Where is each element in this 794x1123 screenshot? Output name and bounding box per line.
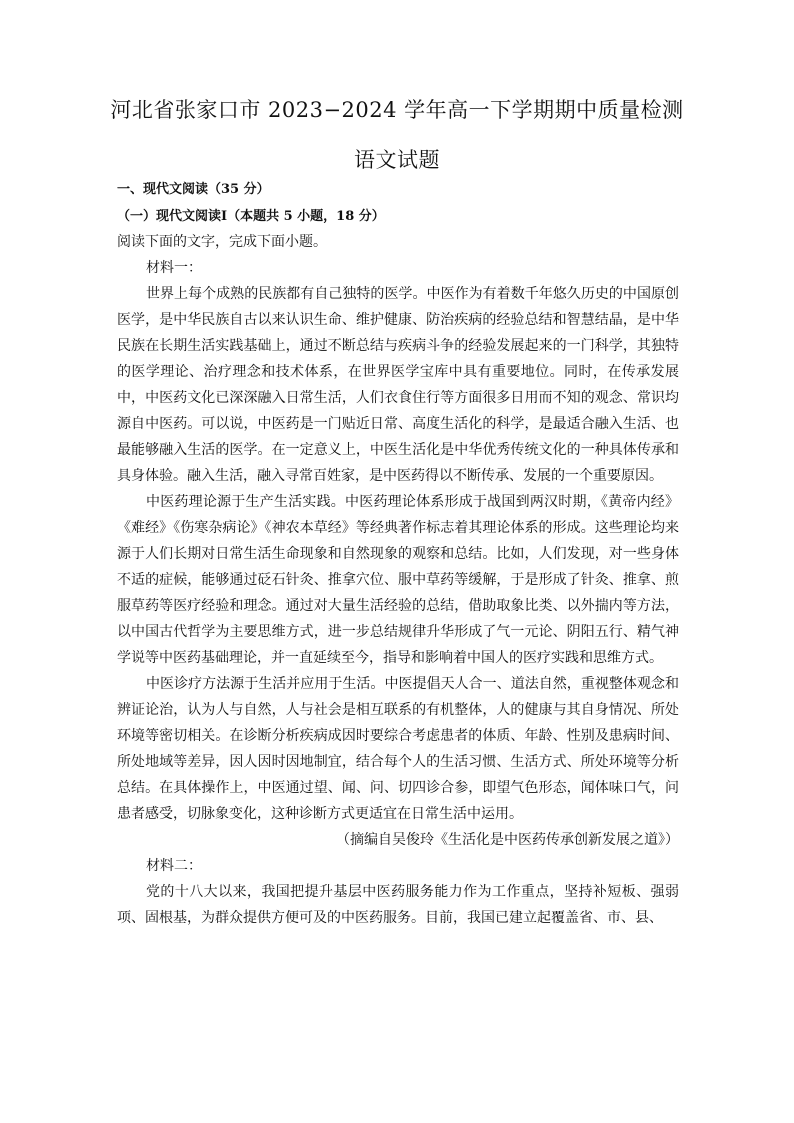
source-citation: （摘编自吴俊玲《生活化是中医药传承创新发展之道》） (336, 832, 679, 848)
material-label: 材料二： (146, 858, 202, 874)
reading-passage (117, 229, 679, 931)
document-title: 河北省张家口市 2023−2024 学年高一下学期期中质量检测 (110, 98, 684, 122)
paragraph: 党的十八大以来，我国把提升基层中医药服务能力作为工作重点，坚持补短板、强弱项、固根基，为群众提供方便可及的中医药服务。目前，我国已建立起覆盖省、市、县、 (117, 884, 679, 926)
section-heading: 一、现代文阅读（35 分） (117, 182, 270, 197)
instruction-text: 阅读下面的文字，完成下面小题。 (117, 234, 327, 250)
document-subtitle: 语文试题 (354, 148, 440, 172)
subsection-heading: （一）现代文阅读Ⅰ（本题共 5 小题，18 分） (117, 209, 385, 224)
paragraph: 中医诊疗方法源于生活并应用于生活。中医提倡天人合一、道法自然，重视整体观念和辨证论治，认为人与自然，人与社会是相互联系的有机整体，人的健康与其自身情况、所处环境等密切相关。在诊断分析疾病成因时要综合考虑患者的体质、年龄、性别及患病时间、所处地域等差异，因人因时因地制宜，结合每个人的生活习惯、生活方式、所处环境等分析总结。在具体操作上，中医通过望、闻、问、切四诊合参，即望气色形态，闻体味口气，问患者感受，切脉象变化，这种诊断方式更适宜在日常生活中运用。 (117, 676, 679, 822)
material-label: 材料一： (146, 260, 202, 276)
paragraph: 世界上每个成熟的民族都有自己独特的医学。中医作为有着数千年悠久历史的中国原创医学，是中华民族自古以来认识生命、维护健康、防治疾病的经验总结和智慧结晶，是中华民族在长期生活实践基础上，通过不断总结与疾病斗争的经验发展起来的一门科学，其独特的医学理论、治疗理念和技术体系，在世界医学宝库中具有重要地位。同时，在传承发展中，中医药文化已深深融入日常生活，人们衣食住行等方面很多日用而不知的观念、常识均源自中医药。可以说，中医药是一门贴近日常、高度生活化的科学，是最适合融入生活、也最能够融入生活的医学。在一定意义上，中医生活化是中华优秀传统文化的一种具体传承和具身体验。融入生活，融入寻常百姓家，是中医药得以不断传承、发展的一个重要原因。 (117, 286, 679, 484)
paragraph: 中医药理论源于生产生活实践。中医药理论体系形成于战国到两汉时期，《黄帝内经》《难经》《伤寒杂病论》《神农本草经》等经典著作标志着其理论体系的形成。这些理论均来源于人们长期对日常生活生命现象和自然现象的观察和总结。比如，人们发现，对一些身体不适的症候，能够通过砭石针灸、推拿穴位、服中草药等缓解，于是形成了针灸、推拿、煎服草药等医疗经验和理念。通过对大量生活经验的总结，借助取象比类、以外揣内等方法，以中国古代哲学为主要思维方式，进一步总结规律升华形成了气一元论、阴阳五行、精气神学说等中医药基础理论，并一直延续至今，指导和影响着中国人的医疗实践和思维方式。 (117, 494, 679, 666)
